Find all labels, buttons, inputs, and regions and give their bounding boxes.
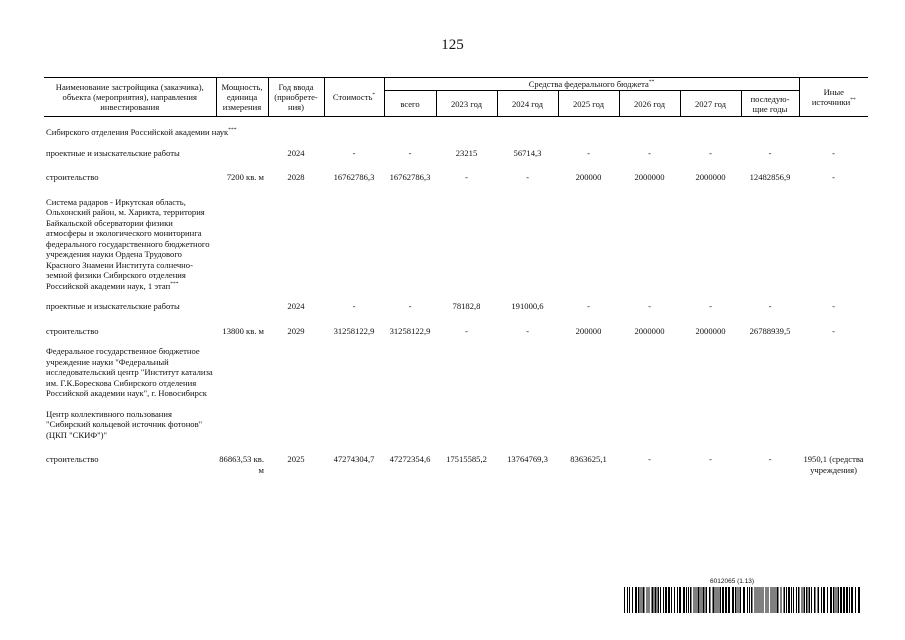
header-capacity: Мощность, единица измерения xyxy=(216,78,268,117)
row-2024: 13764769,3 xyxy=(507,454,548,465)
row-name: проектные и изыскательские работы xyxy=(46,301,180,312)
row-year: 2029 xyxy=(287,325,305,336)
row-2024: 56714,3 xyxy=(513,147,542,158)
row-year: 2025 xyxy=(287,454,305,465)
row-2027: 2000000 xyxy=(695,172,726,183)
row-2023: 78182,8 xyxy=(452,301,481,312)
row-capacity: 7200 кв. м xyxy=(226,172,264,183)
row-capacity xyxy=(216,301,268,311)
row-2027: - xyxy=(709,301,712,312)
row-2026: - xyxy=(648,147,651,158)
row-2023: 17515585,2 xyxy=(446,454,487,465)
row-total: 31258122,9 xyxy=(389,325,431,336)
row-name: строительство xyxy=(46,454,99,465)
row-year: 2024 xyxy=(287,301,305,312)
row-2026: - xyxy=(648,454,651,465)
header-year: Год ввода (приобрете-ния) xyxy=(268,78,324,117)
row-2027: 2000000 xyxy=(695,325,726,336)
row-name: Сибирского отделения Российской академии наук*** xyxy=(46,127,237,138)
row-2025: 200000 xyxy=(575,172,602,183)
row-other: - xyxy=(832,301,835,312)
barcode-icon xyxy=(624,587,862,613)
row-later: 12482856,9 xyxy=(749,172,791,183)
barcode-label: 6012065 (1.13) xyxy=(710,578,755,585)
table-row xyxy=(44,172,868,182)
row-2023: 23215 xyxy=(455,147,478,158)
row-other: 1950,1 (средства учреждения) xyxy=(803,454,864,475)
header-2024: 2024 год xyxy=(497,91,558,117)
row-cost: - xyxy=(352,147,356,158)
header-cost: Стоимость* xyxy=(324,78,384,117)
row-cost: - xyxy=(352,301,356,312)
row-name: строительство xyxy=(46,172,99,183)
table-row xyxy=(44,301,868,311)
budget-table xyxy=(44,77,868,475)
row-2027: - xyxy=(709,147,712,158)
row-2026: 2000000 xyxy=(634,325,665,336)
table-row xyxy=(44,127,868,137)
row-name: проектные и изыскательские работы xyxy=(46,147,180,158)
header-federal-budget: Средства федерального бюджета** xyxy=(384,78,799,91)
row-cost: 16762786,3 xyxy=(333,172,375,183)
header-name: Наименование застройщика (заказчика), объекта (мероприятия), направления инвестирования xyxy=(44,78,216,117)
row-2026: - xyxy=(648,301,651,312)
row-later: - xyxy=(768,454,772,465)
header-2025: 2025 год xyxy=(558,91,619,117)
row-capacity xyxy=(216,148,268,158)
row-total: 16762786,3 xyxy=(389,172,431,183)
row-total: - xyxy=(408,301,412,312)
row-other: - xyxy=(832,172,835,183)
header-2023: 2023 год xyxy=(436,91,497,117)
row-2025: 200000 xyxy=(575,325,602,336)
row-2024: - xyxy=(526,325,529,336)
row-cost: 47274304,7 xyxy=(333,454,375,465)
row-2025: 8363625,1 xyxy=(570,454,607,465)
row-capacity: 86863,53 кв. м xyxy=(219,454,264,475)
page-number: 125 xyxy=(441,37,464,53)
row-2025: - xyxy=(587,147,590,158)
table-row xyxy=(44,454,868,475)
row-other: - xyxy=(832,147,835,158)
row-2026: 2000000 xyxy=(634,172,665,183)
row-capacity: 13800 кв. м xyxy=(222,325,264,336)
header-later-years: последую-щие годы xyxy=(741,91,799,117)
row-later: 26788939,5 xyxy=(749,325,791,336)
row-other: - xyxy=(832,325,835,336)
row-year: 2028 xyxy=(287,172,305,183)
row-2023: - xyxy=(465,172,468,183)
row-2027: - xyxy=(709,454,712,465)
header-total: всего xyxy=(384,91,436,117)
row-2025: - xyxy=(587,301,590,312)
table-row xyxy=(44,197,868,291)
table-row xyxy=(44,326,868,336)
header-other-sources: Иные источники** xyxy=(799,78,868,117)
row-later: - xyxy=(768,147,772,158)
row-total: - xyxy=(408,147,412,158)
row-later: - xyxy=(768,301,772,312)
row-2023: - xyxy=(465,325,468,336)
header-2026: 2026 год xyxy=(619,91,680,117)
row-name: Федеральное государственное бюджетное учреждение науки "Федеральный исследовательский центр "Институт катализа им. Г.К.Борескова Сибирского отделения Российской академии наук", г. Новосибирск xyxy=(46,346,213,399)
row-2024: 191000,6 xyxy=(511,301,544,312)
row-2024: - xyxy=(526,172,529,183)
row-year: 2024 xyxy=(287,147,305,158)
table-row xyxy=(44,409,868,440)
table-row xyxy=(44,346,868,398)
row-cost: 31258122,9 xyxy=(333,325,375,336)
row-name: Центр коллективного пользования "Сибирский кольцевой источник фотонов" (ЦКП "СКИФ")" xyxy=(46,408,203,440)
header-2027: 2027 год xyxy=(680,91,741,117)
row-name: строительство xyxy=(46,325,99,336)
table-row xyxy=(44,148,868,158)
row-total: 47272354,6 xyxy=(389,454,431,465)
row-name: Система радаров - Иркутская область, Ольхонский район, м. Харикта, территория Байкальской обсерватории физики атмосферы и экологического мониторинга федерального государственного бюджетного учреждения науки Ордена Трудового Красного Знамени Института солнечно-земной физики Сибирского отделения Российской академии наук, 1 этап*** xyxy=(46,196,210,291)
